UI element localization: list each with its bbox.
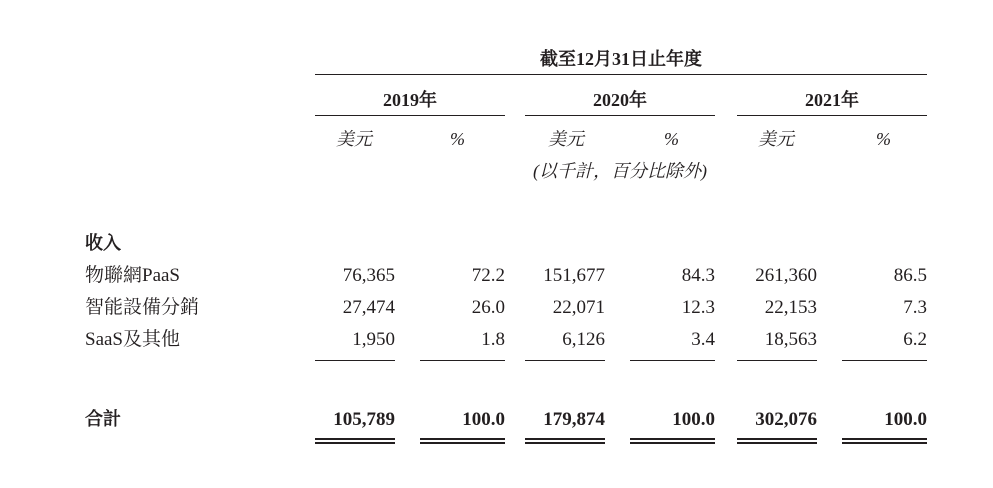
subtotal-rule-2020-pct	[630, 360, 715, 361]
subtotal-rule-2019-usd	[315, 360, 395, 361]
year-rule-2021	[737, 115, 927, 116]
row-label: 物聯網PaaS	[85, 265, 181, 286]
cell-2020-usd: 22,071	[552, 297, 605, 318]
unit-currency-2019: 美元	[336, 129, 372, 149]
total-double-rule-2020-pct	[630, 438, 715, 444]
title-rule	[315, 74, 927, 75]
total-double-rule-2021-pct	[842, 438, 927, 444]
subtotal-rule-2021-pct	[842, 360, 927, 361]
total-2020-pct: 100.0	[672, 409, 715, 430]
total-2019-usd: 105,789	[333, 409, 395, 430]
table-title: 截至12月31日止年度	[540, 49, 702, 69]
cell-2020-usd: 151,677	[543, 265, 605, 286]
unit-percent-2019: %	[450, 129, 465, 149]
cell-2019-usd: 27,474	[342, 297, 395, 318]
year-header-2020: 2020年	[593, 90, 647, 110]
cell-2019-usd: 76,365	[342, 265, 395, 286]
cell-2019-pct: 1.8	[481, 329, 505, 350]
cell-2021-usd: 261,360	[755, 265, 817, 286]
unit-currency-2021: 美元	[758, 129, 794, 149]
cell-2021-pct: 7.3	[903, 297, 927, 318]
cell-2020-pct: 84.3	[681, 265, 715, 286]
cell-2020-pct: 12.3	[681, 297, 715, 318]
year-header-2021: 2021年	[805, 90, 859, 110]
total-2021-pct: 100.0	[884, 409, 927, 430]
total-label: 合計	[85, 409, 121, 429]
cell-2020-pct: 3.4	[691, 329, 715, 350]
total-2021-usd: 302,076	[755, 409, 817, 430]
year-header-2019: 2019年	[383, 90, 437, 110]
total-double-rule-2019-usd	[315, 438, 395, 444]
unit-percent-2021: %	[876, 129, 891, 149]
cell-2019-pct: 72.2	[471, 265, 505, 286]
row-label: SaaS及其他	[85, 329, 181, 350]
cell-2019-usd: 1,950	[352, 329, 395, 350]
cell-2021-usd: 22,153	[764, 297, 817, 318]
total-2019-pct: 100.0	[462, 409, 505, 430]
year-rule-2019	[315, 115, 505, 116]
year-rule-2020	[525, 115, 715, 116]
total-double-rule-2019-pct	[420, 438, 505, 444]
cell-2021-pct: 86.5	[893, 265, 927, 286]
unit-currency-2020: 美元	[548, 129, 584, 149]
total-double-rule-2020-usd	[525, 438, 605, 444]
cell-2019-pct: 26.0	[471, 297, 505, 318]
cell-2020-usd: 6,126	[562, 329, 605, 350]
section-label-revenue: 收入	[85, 233, 121, 253]
subtotal-rule-2020-usd	[525, 360, 605, 361]
cell-2021-pct: 6.2	[903, 329, 927, 350]
subtotal-rule-2019-pct	[420, 360, 505, 361]
total-double-rule-2021-usd	[737, 438, 817, 444]
cell-2021-usd: 18,563	[764, 329, 817, 350]
unit-note: (以千計，百分比除外)	[533, 161, 707, 181]
total-2020-usd: 179,874	[543, 409, 605, 430]
unit-percent-2020: %	[664, 129, 679, 149]
row-label: 智能設備分銷	[85, 297, 200, 318]
subtotal-rule-2021-usd	[737, 360, 817, 361]
